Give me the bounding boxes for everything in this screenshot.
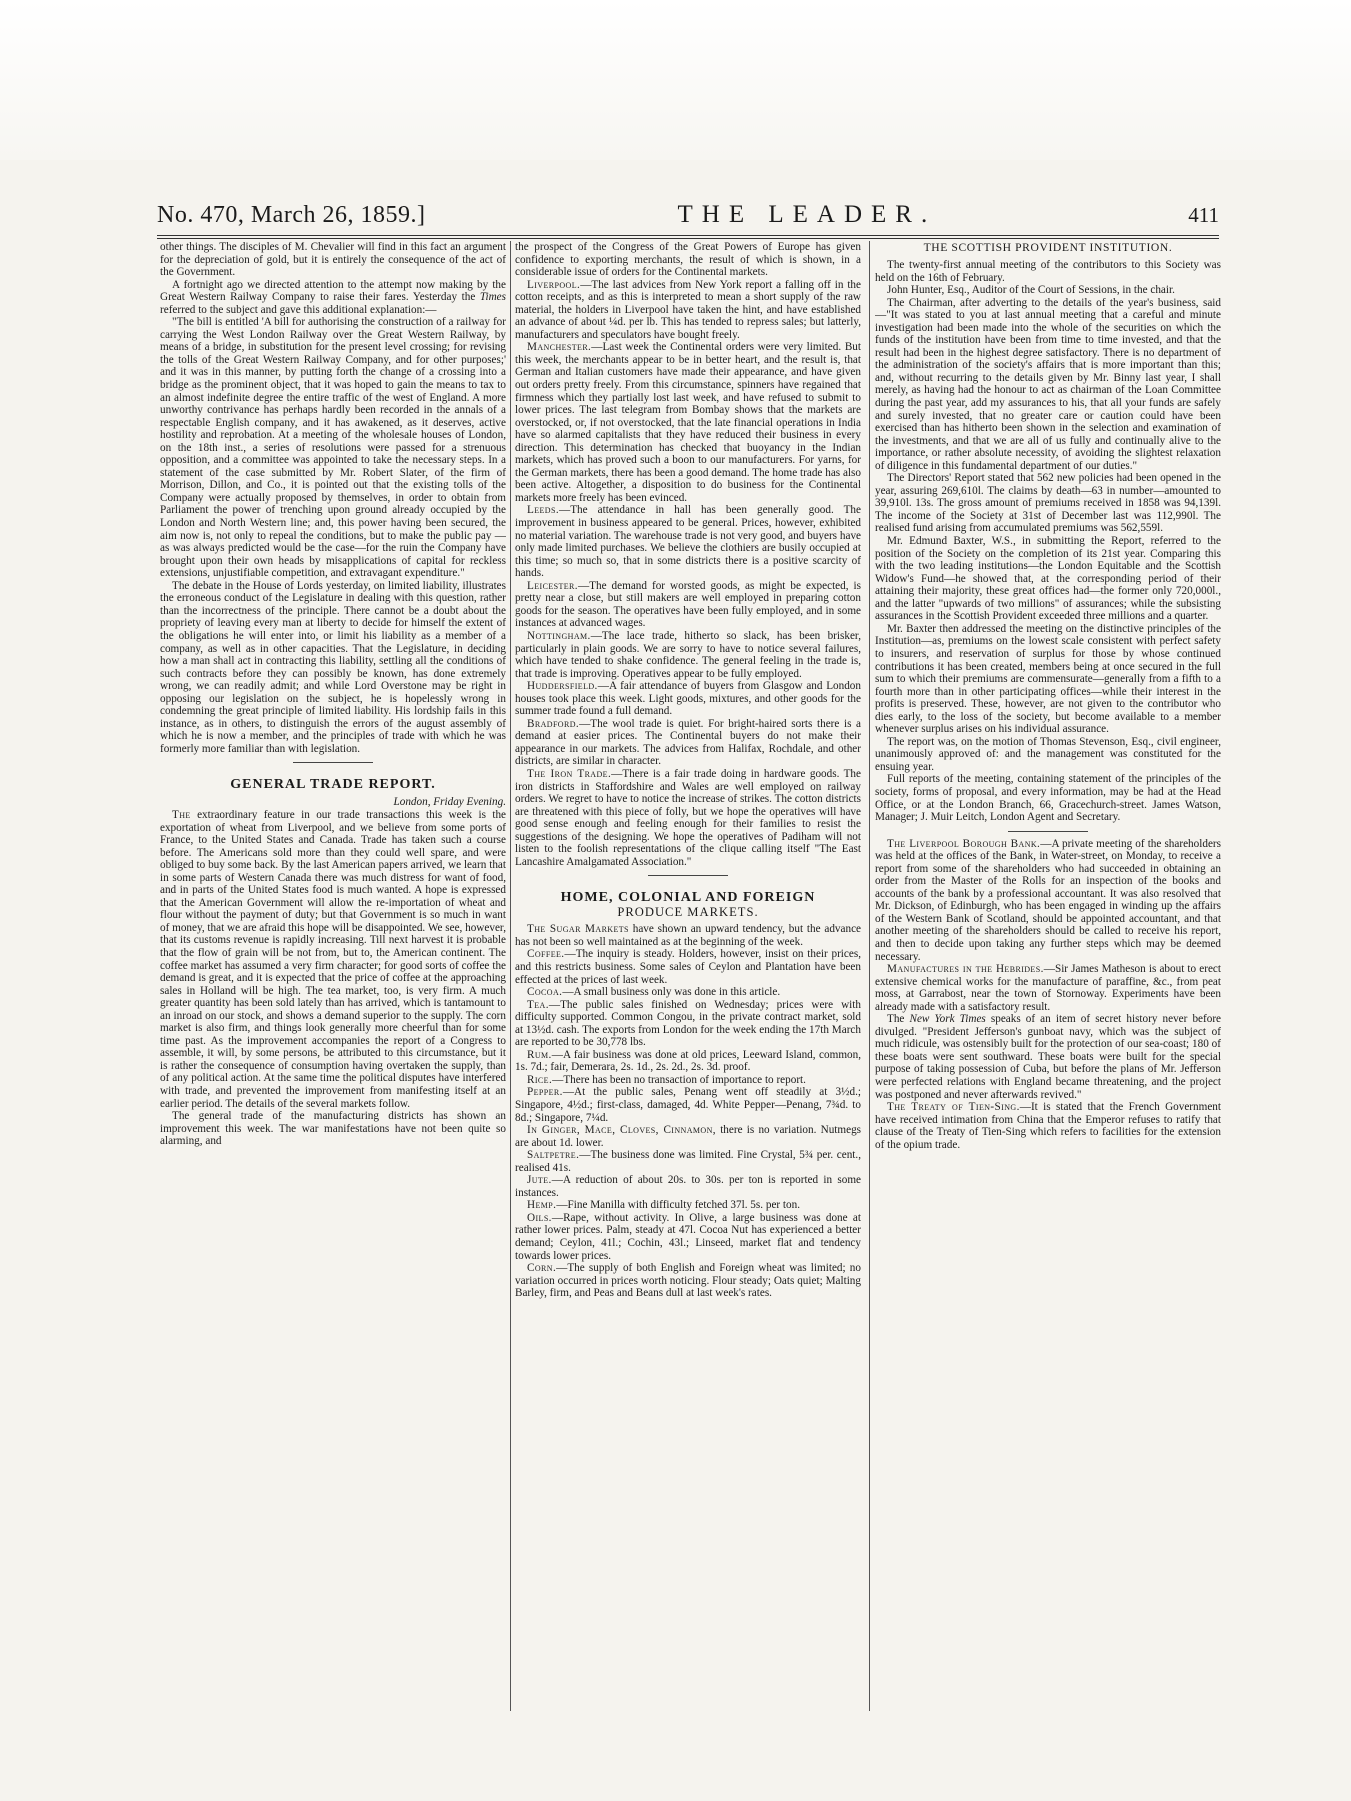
section-rule [1008,831,1088,832]
report-text: There is a fair trade doing in hardware goods. The iron districts in Staffordshire and Wales are well employed on railway orders. We regret to have to notice the increase of strikes. The cotton districts are threatened with this piece of folly, but we hope the operatives will have good sense enough and feeling enough for their families to resist the suggestions of the designing. We hope the operatives of Padiham will not listen to the foolish representations of the clique calling itself "The East Lancashire Amalgamated Association." [515,767,861,868]
report-text: The wool trade is quiet. For bright-haired sorts there is a demand at easier prices. The Continental buyers do not make their appearance in our markets. The advices from Halifax, Rochdale, and other districts, are similar in character. [515,717,861,768]
market-name: Coffee. [527,948,565,961]
masthead [157,201,1219,233]
market-report: Hemp.—Fine Manilla with difficulty fetched 37l. 5s. per ton. [527,1199,801,1212]
section-rule [648,875,728,876]
issue-date: No. 470, March 26, 1859.] [157,202,426,228]
report-text: Rape, without activity. In Olive, a large business was done at rather lower prices. Palm, steady at 47l. Cocoa Nut has experienced a better demand; Ceylon, 41l.; Cochin, 43l.; Linseed, market flat and tendency towards lower prices. [515,1211,861,1262]
news-item [875,1013,1221,1101]
market-report [515,923,861,948]
market-name: Leeds. [527,504,560,517]
column-2 [515,241,861,1556]
paragraph-text: extraordinary feature in our trade transactions this week is the exportation of wheat from Liverpool, and we believe from some ports of France, to the United States and Canada. Trade has taken such a course before. The Americans sold more than they could well spare, and were obliged to buy some back. By the last American papers arrived, we learn that in some parts of Western Canada there was much distress for want of food, and in parts of the United States food is much wanted. A hope is expressed that the American Government will allow the re-importation of wheat and flour without the payment of duty; but that Government is so much in want of money, that we are afraid this hope will be disappointed. We see, however, that its customs revenue is rapidly increasing. Till next harvest it is probable that the flow of grain will be not from, but to, the American continent. The coffee market has assumed a very firm character; for good sorts of coffee the demand is great, and it is expected that the price of coffee at the approaching sales in Holland will be high. The tea market, too, is very firm. A much greater quantity has been sold lately than has arrived, which is tantamount to an inroad on our stock, and shows a demand superior to the supply. The corn market is also firm, and things look generally more cheerful than for some time past. As the improvement accompanies the report of a Congress to assemble, it will, by some persons, be attributed to this circumstance, but it is rather the consequence of consumption having overtaken the supply, than of any political action. At the same time the political disputes have interfered with trade, and prevented the improvement from manifesting itself at an earlier period. The details of the several markets follow. [160,808,506,1110]
market-report: Cocoa.—A small business only was done in this article. [527,986,781,999]
report-text: A fair business was done at old prices, Leeward Island, common, 1s. 7d.; fair, Demerara, 2s. 1d., 2s. 2d., 2s. 3d. proof. [515,1048,861,1074]
report-text: A reduction of about 20s. to 30s. per ton is reported in some instances. [515,1174,861,1199]
paragraph: other things. The disciples of M. Chevalier will find in this fact an argument for the depreciation of gold, but it is entirely the consequence of the act of the Government. [160,241,506,279]
market-report: Oils.—Rape, without activity. In Olive, a large business was done at rather lower prices. Palm, steady at 47l. Cocoa Nut has experienced a better demand; Ceylon, 41l.; Cochin, 43l.; Linseed, market flat and tendency towards lower prices. [515,1211,861,1262]
news-item [875,1101,1221,1151]
paragraph: John Hunter, Esq., Auditor of the Court of Sessions, in the chair. [887,284,1175,297]
market-name: Tea. [527,998,549,1011]
paragraph: The twenty-first annual meeting of the contributors to this Society was held on the 16th of February. [875,259,1221,284]
report-text: The last advices from New York report a falling off in the cotton receipts, and as this is interpreted to mean a short supply of the raw material, the holders in Liverpool have taken the hint, and have established an advance of about ¼d. per lb. This has tended to repress sales; but latterly, manufacturers and speculators have bought freely. [515,278,861,341]
paragraph: The general trade of the manufacturing districts has shown an improvement this week. The war manifestations have not been quite so alarming, and [160,1110,506,1148]
market-name: Hemp. [527,1199,557,1212]
market-name: Liverpool. [527,278,581,291]
market-report: Manchester.—Last week the Continental orders were very limited. But this week, the merchants appear to be in better heart, and the result is, that German and Italian customers have made their appearance, and have given out orders pretty freely. From this circumstance, spinners have regained that firmness which they partially lost last week, and have refused to submit to lower prices. The last telegram from Bombay shows that the markets are overstocked, or, if not overstocked, that the late financial operations in India have so alarmed capitalists that they have reduced their business in every direction. This determination has checked that buoyancy in the Indian markets, which has proved such a boon to our manufacturers. For yarns, for the German markets, there has been a good demand. The home trade has also been active. Altogether, a disposition to do business for the Continental markets more freely has been evinced. [515,341,861,504]
report-text: The business done was limited. Fine Crystal, 5¾ per. cent., realised 41s. [515,1149,861,1174]
column-rule [510,241,511,1711]
market-name: Rum. [527,1048,552,1061]
market-name: Rice. [527,1073,553,1086]
item-text: —A private meeting of the shareholders was held at the offices of the Bank, in Water-street, on Monday, to receive a report from some of the shareholders who had succeeded in obtaining an order from the Master of the Rolls for an inspection of the books and accounts of the bank by a professional accountant. It was also resolved that Mr. Dickson, of Edinburgh, who has been engaged in winding up the affairs of the Western Bank of Scotland, should be appointed accountant, and that another meeting of the shareholders should be called to receive his report, and then to decide upon taking any further steps which may be deemed necessary. [875,837,1221,963]
quoted-paragraph: "The bill is entitled 'A bill for authorising the construction of a railway for carrying the West London Railway over the Great Western Railway, by means of a bridge, in substitution for the present level crossing; for revising the tolls of the Great Western Railway Company, and for other purposes;' and it was in this manner, by putting forth the change of a crossing into a bridge as the prominent object, that it was hoped to gain the means to tax to an almost indefinite degree the entire traffic of the west of England. A more unworthy contrivance has perhaps hardly been recorded in the annals of a respectable English company, and it has awakened, as it deserves, active hostility and reprobation. At a meeting of the wholesale houses of London, on the 18th inst., a series of resolutions were passed for a strenuous opposition, and a committee was appointed to take the necessary steps. In a statement of the case submitted by Mr. Robert Slater, of the firm of Morrison, Dillon, and Co., it is pointed out that the existing tolls of the Company were actually proposed by themselves, in order to obtain from Parliament the power of trenching upon ground already occupied by the London and North Western line; and, this power having been secured, the aim now is, not only to repeal the conditions, but to make the public pay —as was always predicted would be the case—for the ruin the Company have brought upon their own heads by misapplications of capital for reckless extensions, unjustifiable competition, and extravagant expenditure." [160,316,506,580]
paragraph: A fortnight ago we directed attention to the attempt now making by the Great Western Railway Company to raise their fares. Yesterday the Times referred to the subject and gave this additional explanation:— [160,278,506,316]
newspaper-title: THE LEADER. [677,201,937,228]
market-name: In Ginger, Mace, Cloves, Cinnamon, [527,1124,716,1137]
market-report: Jute.—A reduction of about 20s. to 30s. per ton is reported in some instances. [515,1174,861,1199]
masthead-rule [157,235,1219,239]
market-report: Leeds.—The attendance in hall has been generally good. The improvement in business appeared to be general. Prices, however, exhibited no material variation. The warehouse trade is not very good, and buyers have only made limited purchases. We believe the clothiers are busily occupied at this time; so much so, that in some districts there is a positive scarcity of hands. [515,504,861,580]
market-name: Oils. [527,1211,552,1224]
paragraph: The debate in the House of Lords yesterday, on limited liability, illustrates the erroneous conduct of the Legislature in dealing with this question, rather than the incorrectness of the principle. There cannot be a doubt about the propriety of leaving every man at liberty to decide for himself the extent of the obligations he will enter into, or limit his liability as a member of a company, as well as in other capacities. That the Legislature, in deciding how a man shall act in contracting this liability, settling all the conditions of such contracts before they can possibly be known, has done extremely wrong, we can readily admit; and while Lord Overstone may be right in opposing our legislation on the subject, he is hopelessly wrong in condemning the great principle of limited liability. His lordship fails in this instance, as in others, to distinguish the errors of the august assembly of which he is now a member, and the principles of trade with which he was formerly more familiar than with legislation. [160,579,506,755]
market-report: Corn.—The supply of both English and Foreign wheat was limited; no variation occurred in prices worth noticing. Flour steady; Oats quiet; Malting Barley, firm, and Peas and Beans dull at last week's rates. [515,1262,861,1300]
market-report: Leicester.—The demand for worsted goods, as might be expected, is pretty near a close, but still makers are well employed in preparing cotton goods for the season. The operatives have been fully employed, and in some instances at advanced wages. [515,579,861,630]
market-report [515,1124,861,1149]
dateline: London, Friday Evening. [393,796,506,809]
report-text: A fair attendance of buyers from Glasgow and London houses took place this week. Light goods, mixtures, and other goods for the summer trade found a full demand. [515,680,861,718]
news-item [875,838,1221,963]
section-heading: HOME, COLONIAL AND FOREIGN [560,890,816,906]
paragraph: Mr. Edmund Baxter, W.S., in submitting the Report, referred to the position of the Society on the completion of its 21st year. Comparing this with the two leading institutions—the London Equitable and the Scottish Widow's Fund—he showed that, at the corresponding period of their attaining their majority, these great offices had—the former only 720,000l., and the latter "upwards of two millions" of assurances; while the subsisting assurances in the Scottish Provident exceeded three millions and a quarter. [875,535,1221,623]
scan-margin [0,0,1351,160]
item-heading: The Treaty of Tien-Sing. [887,1101,1020,1114]
market-name: Huddersfield. [527,680,598,693]
lead-word: The [172,808,191,821]
report-text: have shown an upward tendency, but the advance has not been so well maintained as at the beginning of the week. [515,923,861,948]
item-lead: The [887,1013,905,1026]
market-name: Cocoa. [527,986,563,999]
report-text: The public sales finished on Wednesday; prices were with difficulty supported. Common Congou, in the private contract market, sold at 13½d. cash. The exports from London for the week ending the 17th March are reported to be 30,778 lbs. [515,998,861,1049]
market-name: The Sugar Markets [527,923,629,936]
market-name: Saltpetre. [527,1149,580,1162]
paper-name: Times [479,291,506,304]
item-heading: The Liverpool Borough Bank. [887,837,1041,850]
report-text: The inquiry is steady. Holders, however, insist on their prices, and this restricts business. Some sales of Ceylon and Plantation have been effected at the prices of last week. [515,948,861,986]
report-text: there is no variation. Nutmegs are about 1d. lower. [515,1124,861,1149]
paragraph: Mr. Baxter then addressed the meeting on the distinctive principles of the Institution—as, premiums on the lowest scale consistent with perfect safety to insurers, and reservation of surplus for those by whose continued contributions it has been created, members being at once secured in the full sum to which their premiums are commensurate—generally from a fifth to a fourth more than in other participating offices—while their interest in the profits is preserved. These, however, are not given to the contributor who dies early, to the loss of the society, but become available to a member whenever surplus arises on his individual assurance. [875,622,1221,736]
column-1 [160,241,506,1716]
market-name: Pepper. [527,1086,563,1099]
market-report: Pepper.—At the public sales, Penang went off steadily at 3½d.; Singapore, 4½d.; first-class, damaged, 4d. White Pepper—Penang, 7¾d. to 8d.; Singapore, 7¼d. [515,1086,861,1124]
report-text: The lace trade, hitherto so slack, has been brisker, particularly in plain goods. We are sorry to have to notice several failures, which have tended to shake confidence. The general feeling in the trade is, that trade is improving. Operatives appear to be fully employed. [515,629,861,680]
item-text: —Sir James Matheson is about to erect extensive chemical works for the manufacture of paraffine, &c., from peat moss, at Garrabost, near the town of Stornoway. Experiments have been already made with a satisfactory result. [875,963,1221,1013]
market-name: Manchester. [527,341,592,354]
report-text: There has been no transaction of importance to report. [563,1073,806,1086]
market-name: Corn. [527,1262,557,1275]
column-rule [869,241,870,1711]
report-text: The attendance in hall has been generally good. The improvement in business appeared to be general. Prices, however, exhibited no material variation. The warehouse trade is not very good, and buyers have only made limited purchases. We believe the clothiers are busily occupied at this time; so much so, that in some districts there is a positive scarcity of hands. [515,504,861,580]
market-report: Saltpetre.—The business done was limited. Fine Crystal, 5¾ per. cent., realised 41s. [515,1149,861,1174]
market-report: The Iron Trade.—There is a fair trade doing in hardware goods. The iron districts in Staffordshire and Wales are well employed on railway orders. We regret to have to notice the increase of strikes. The cotton districts are threatened with this piece of folly, but we hope the operatives will have good sense enough and feeling enough for their families to resist the suggestions of the designing. We hope the operatives of Padiham will not listen to the foolish representations of the clique calling itself "The East Lancashire Amalgamated Association." [515,767,861,868]
market-name: Jute. [527,1174,552,1187]
report-text: The supply of both English and Foreign wheat was limited; no variation occurred in prices worth noticing. Flour steady; Oats quiet; Malting Barley, firm, and Peas and Beans dull at last week's rates. [515,1262,861,1300]
item-heading: Manufactures in the Hebrides. [887,963,1044,976]
paragraph [160,809,506,1110]
market-report: Coffee.—The inquiry is steady. Holders, however, insist on their prices, and this restricts business. Some sales of Ceylon and Plantation have been effected at the prices of last week. [515,948,861,986]
market-report: Rum.—A fair business was done at old prices, Leeward Island, common, 1s. 7d.; fair, Demerara, 2s. 1d., 2s. 2d., 2s. 3d. proof. [515,1048,861,1074]
section-heading: THE SCOTTISH PROVIDENT INSTITUTION. [923,241,1173,254]
paragraph: The Chairman, after adverting to the details of the year's business, said—"It was stated to you at last annual meeting that a careful and minute investigation had been made into the whole of the securities on which the funds of the institution have been from time to time invested, and that the result had been in the highest degree satisfactory. There is no department of the administration of the society's affairs that is more important than this; and, without recurring to the details given by Mr. Binny last year, I shall merely, as having had the honour to act as chairman of the Loan Committee during the past year, add my assurances to his, that all your funds are safely and surely invested, that no greater care or caution could have been exercised than has hitherto been shown in the selection and examination of the investments, and that we are all of us fully and continually alive to the importance, or rather absolute necessity, of avoiding the slightest relaxation of diligence in this fundamental department of our duties." [875,296,1221,472]
paper-name: New York Times [909,1013,986,1026]
news-item [875,963,1221,1013]
market-report: Bradford.—The wool trade is quiet. For bright-haired sorts there is a demand at easier prices. The Continental buyers do not make their appearance in our markets. The advices from Halifax, Rochdale, and other districts, are similar in character. [515,717,861,768]
item-text: —It is stated that the French Government have received intimation from China that the Emperor refuses to ratify that clause of the Treaty of Tien-Sing which refers to facilities for the extension of the opium trade. [875,1101,1221,1151]
column-3 [875,241,1221,1541]
market-report: Rice.—There has been no transaction of importance to report. [527,1073,806,1086]
market-name: Leicester. [527,579,578,592]
item-text: speaks of an item of secret history never before divulged. "President Jefferson's gunboat navy, which was the subject of much ridicule, was ostensibly built for the protection of our sea-coast; 180 of these boats were sent southward. These boats were built for the special purpose of taking possession of Cuba, but before the plans of Mr. Jefferson were perfected relations with England became threatening, and the project was postponed and never afterwards revived." [875,1013,1221,1101]
report-text: Fine Manilla with difficulty fetched 37l. 5s. per ton. [567,1199,801,1212]
paragraph: Full reports of the meeting, containing statement of the principles of the society, forms of proposal, and every information, may be had at the Head Office, or at the London Branch, 66, Gracechurch-street. James Watson, Manager; J. Muir Leitch, London Agent and Secretary. [875,773,1221,824]
paragraph: The Directors' Report stated that 562 new policies had been opened in the year, assuring 269,610l. The claims by death—63 in number—amounted to 39,910l. 13s. The gross amount of premiums received in 1858 was 94,139l. The income of the Society at 31st of December last was 112,990l. The realised fund arising from accumulated premiums was 562,559l. [875,472,1221,535]
market-report: Tea.—The public sales finished on Wednesday; prices were with difficulty supported. Common Congou, in the private contract market, sold at 13½d. cash. The exports from London for the week ending the 17th March are reported to be 30,778 lbs. [515,998,861,1049]
market-report: Huddersfield.—A fair attendance of buyers from Glasgow and London houses took place this week. Light goods, mixtures, and other goods for the summer trade found a full demand. [515,680,861,718]
market-name: Nottingham. [527,629,591,642]
report-text: At the public sales, Penang went off steadily at 3½d.; Singapore, 4½d.; first-class, damaged, 4d. White Pepper—Penang, 7¾d. to 8d.; Singapore, 7¼d. [515,1086,861,1124]
page-number: 411 [1188,203,1219,227]
section-heading: GENERAL TRADE REPORT. [230,777,436,793]
report-text: A small business only was done in this article. [573,986,781,999]
report-text: The demand for worsted goods, as might be expected, is pretty near a close, but still makers are well employed in preparing cotton goods for the season. The operatives have been fully employed, and in some instances at advanced wages. [515,579,861,630]
market-report: Nottingham.—The lace trade, hitherto so slack, has been brisker, particularly in plain goods. We are sorry to have to notice several failures, which have tended to shake confidence. The general feeling in the trade is, that trade is improving. Operatives appear to be fully employed. [515,629,861,680]
market-name: The Iron Trade. [527,767,612,780]
section-rule [293,762,373,763]
paragraph: the prospect of the Congress of the Great Powers of Europe has given confidence to exporting merchants, the result of which is shown, in a considerable issue of orders for the Continental markets. [515,241,861,279]
section-subheading: PRODUCE MARKETS. [617,905,759,920]
report-text: Last week the Continental orders were very limited. But this week, the merchants appear to be in better heart, and the result is, that German and Italian customers have made their appearance, and have given out orders pretty freely. From this circumstance, spinners have regained that firmness which they partially lost last week, and have refused to submit to lower prices. The last telegram from Bombay shows that the markets are overstocked, or, if not overstocked, that the late financial operations in India have so alarmed capitalists that they have reduced their business in every direction. This determination has checked that buoyancy in the Indian markets, which has proved such a boon to our manufacturers. For yarns, for the German markets, there has been a good demand. The home trade has also been active. Altogether, a disposition to do business for the Continental markets more freely has been evinced. [515,341,861,504]
market-name: Bradford. [527,717,580,730]
market-report: Liverpool.—The last advices from New York report a falling off in the cotton receipts, and as this is interpreted to mean a short supply of the raw material, the holders in Liverpool have taken the hint, and have established an advance of about ¼d. per lb. This has tended to repress sales; but latterly, manufacturers and speculators have bought freely. [515,278,861,341]
paragraph: The report was, on the motion of Thomas Stevenson, Esq., civil engineer, unanimously approved of: and the management was constituted for the ensuing year. [875,735,1221,773]
